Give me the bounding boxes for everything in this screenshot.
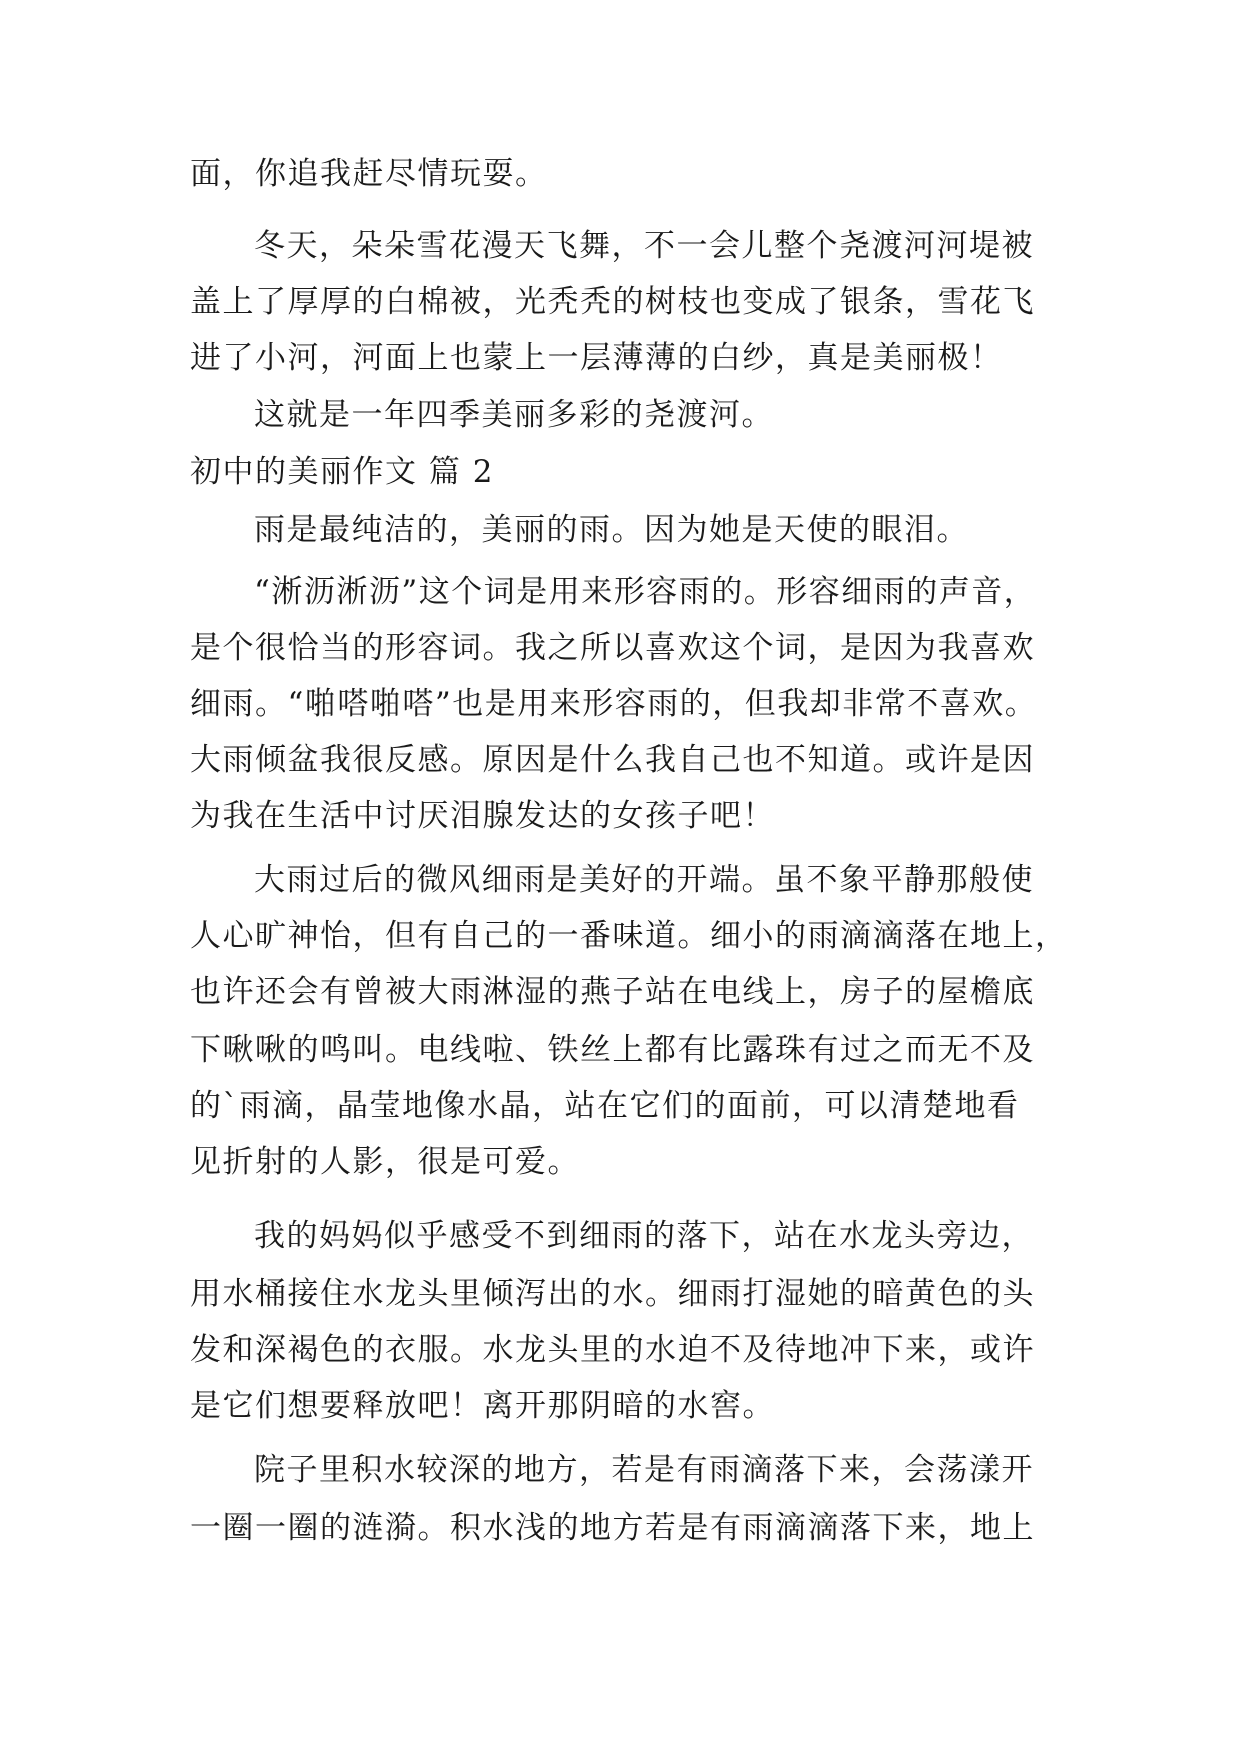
text-line: 见折射的人影，很是可爱。 xyxy=(190,1144,580,1180)
text-line: 下啾啾的鸣叫。电线啦、铁丝上都有比露珠有过之而无不及 xyxy=(190,1032,1035,1068)
text-line: 细雨。“啪嗒啪嗒”也是用来形容雨的，但我却非常不喜欢。 xyxy=(190,686,1038,722)
paragraph-line: “淅沥淅沥”这个词是用来形容雨的。形容细雨的声音， xyxy=(254,574,1037,610)
text-line: 面，你追我赶尽情玩耍。 xyxy=(190,156,548,192)
paragraph-line: 冬天，朵朵雪花漫天飞舞，不一会儿整个尧渡河河堤被 xyxy=(254,228,1034,264)
text-line: 是它们想要释放吧！离开那阴暗的水窖。 xyxy=(190,1388,775,1424)
paragraph-line: 雨是最纯洁的，美丽的雨。因为她是天使的眼泪。 xyxy=(254,512,969,548)
text-line: 是个很恰当的形容词。我之所以喜欢这个词，是因为我喜欢 xyxy=(190,630,1035,666)
text-line: 一圈一圈的涟漪。积水浅的地方若是有雨滴滴落下来，地上 xyxy=(190,1510,1035,1546)
text-line: 大雨倾盆我很反感。原因是什么我自己也不知道。或许是因 xyxy=(190,742,1035,778)
text-line: 发和深褐色的衣服。水龙头里的水迫不及待地冲下来，或许 xyxy=(190,1332,1035,1368)
paragraph-line: 院子里积水较深的地方，若是有雨滴落下来，会荡漾开 xyxy=(254,1452,1034,1488)
text-line: 进了小河，河面上也蒙上一层薄薄的白纱，真是美丽极！ xyxy=(190,340,1003,376)
text-line: 用水桶接住水龙头里倾泻出的水。细雨打湿她的暗黄色的头 xyxy=(190,1276,1035,1312)
text-line: 盖上了厚厚的白棉被，光秃秃的树枝也变成了银条，雪花飞 xyxy=(190,284,1035,320)
text-line: 人心旷神怡，但有自己的一番味道。细小的雨滴滴落在地上， xyxy=(190,918,1068,954)
section-heading: 初中的美丽作文 篇 2 xyxy=(190,454,494,490)
text-line: 也许还会有曾被大雨淋湿的燕子站在电线上，房子的屋檐底 xyxy=(190,974,1035,1010)
text-line: 的`雨滴，晶莹地像水晶，站在它们的面前，可以清楚地看 xyxy=(190,1088,1020,1124)
paragraph-line: 大雨过后的微风细雨是美好的开端。虽不象平静那般使 xyxy=(254,862,1034,898)
paragraph-line: 这就是一年四季美丽多彩的尧渡河。 xyxy=(254,397,774,433)
paragraph-line: 我的妈妈似乎感受不到细雨的落下，站在水龙头旁边， xyxy=(254,1218,1034,1254)
text-line: 为我在生活中讨厌泪腺发达的女孩子吧！ xyxy=(190,798,775,834)
